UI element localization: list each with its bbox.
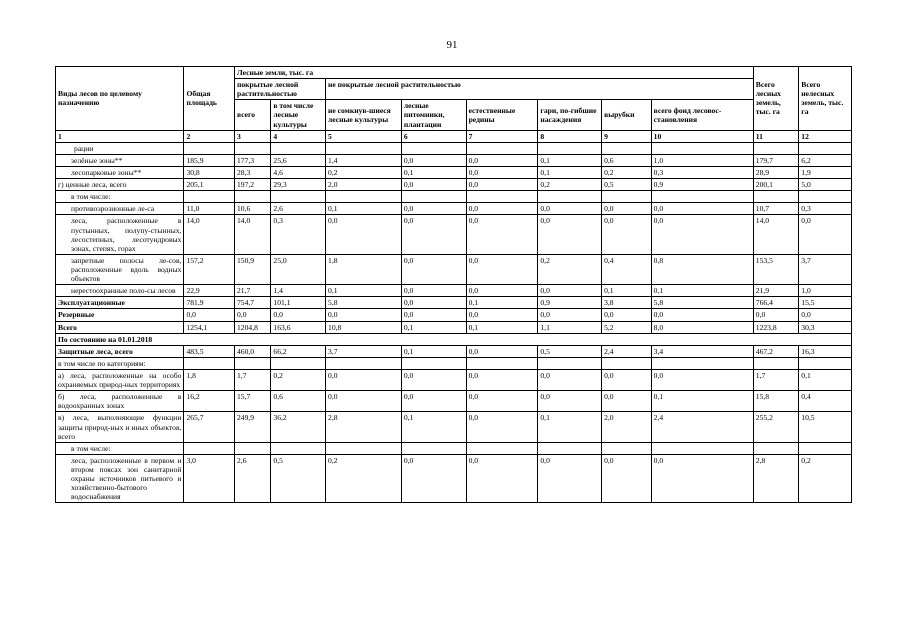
row-label: Всего [56, 321, 184, 333]
table-row [56, 345, 852, 357]
table-cell: 0,5 [538, 345, 602, 357]
table-cell: 1,1 [538, 321, 602, 333]
table-cell: 6,2 [799, 154, 852, 166]
table-cell: 3,0 [184, 454, 235, 503]
table-cell: 0,2 [602, 166, 652, 178]
table-cell: 1,4 [271, 285, 326, 297]
table-cell: 1,8 [326, 254, 402, 284]
table-cell: 0,0 [326, 215, 402, 254]
table-row [56, 142, 852, 154]
table-cell: 0,1 [401, 321, 466, 333]
table-cell: 157,2 [184, 254, 235, 284]
row-label: в) леса, выполняющие функции защиты природ-ных и иных объектов, всего [56, 412, 184, 442]
table-row [56, 297, 852, 309]
table-cell: 0,1 [799, 369, 852, 390]
table-cell: 1,7 [235, 369, 271, 390]
table-cell [602, 357, 652, 369]
table-cell [651, 191, 753, 203]
column-number: 6 [401, 130, 466, 142]
table-cell: 0,1 [651, 285, 753, 297]
table-cell: 0,0 [799, 215, 852, 254]
header-not-covered: не покрытые лесной растительностью [326, 79, 754, 100]
row-label: Защитные леса, всего [56, 345, 184, 357]
table-cell: 0,0 [401, 369, 466, 390]
table-cell [184, 357, 235, 369]
table-cell: 1223,8 [753, 321, 799, 333]
table-cell: 0,9 [651, 179, 753, 191]
table-cell [538, 191, 602, 203]
table-cell: 3,7 [326, 345, 402, 357]
table-cell: 0,8 [651, 254, 753, 284]
table-cell: 14,0 [235, 215, 271, 254]
table-cell: 163,6 [271, 321, 326, 333]
table-cell: 0,0 [466, 345, 538, 357]
table-cell: 2,8 [753, 454, 799, 503]
table-cell: 754,7 [235, 297, 271, 309]
table-cell: 0,0 [401, 285, 466, 297]
table-cell: 5,8 [651, 297, 753, 309]
row-label: зелёные зоны** [56, 154, 184, 166]
table-row [56, 391, 852, 412]
row-label: лесопарковые зоны** [56, 166, 184, 178]
table-cell [401, 142, 466, 154]
table-cell: 0,6 [602, 154, 652, 166]
table-body [56, 130, 852, 503]
table-cell: 0,0 [466, 254, 538, 284]
table-cell [401, 442, 466, 454]
table-cell: 0,0 [538, 391, 602, 412]
table-cell [401, 357, 466, 369]
table-cell: 0,0 [538, 285, 602, 297]
table-cell: 0,0 [401, 454, 466, 503]
table-cell: 21,9 [753, 285, 799, 297]
header-covered-cultures: в том числе лесные культуры [271, 100, 326, 130]
table-cell: 0,0 [184, 309, 235, 321]
table-row [56, 285, 852, 297]
table-cell [466, 442, 538, 454]
table-cell: 0,0 [602, 215, 652, 254]
table-cell: 0,0 [538, 309, 602, 321]
row-label: в том числе: [56, 442, 184, 454]
table-cell: 0,1 [602, 285, 652, 297]
header-total-forest: Всего лесных земель, тыс. га [753, 67, 799, 131]
table-cell: 3,4 [651, 345, 753, 357]
table-row [56, 442, 852, 454]
table-cell [271, 142, 326, 154]
table-row [56, 454, 852, 503]
header-nc-cuttings: вырубки [602, 100, 652, 130]
table-cell [538, 357, 602, 369]
table-cell: 3,8 [602, 297, 652, 309]
header-forest-lands: Лесные земли, тыс. га [235, 67, 754, 79]
column-number: 2 [184, 130, 235, 142]
table-cell: 0,0 [466, 179, 538, 191]
table-cell [235, 357, 271, 369]
table-row [56, 166, 852, 178]
table-cell: 2,4 [602, 345, 652, 357]
table-cell: 0,0 [401, 254, 466, 284]
table-cell: 14,0 [753, 215, 799, 254]
table-cell: 0,0 [466, 309, 538, 321]
table-cell: 0,4 [799, 391, 852, 412]
table-cell: 177,3 [235, 154, 271, 166]
row-label: г) ценные леса, всего [56, 179, 184, 191]
table-cell: 0,0 [602, 391, 652, 412]
table-cell [326, 442, 402, 454]
row-label: в том числе: [56, 191, 184, 203]
row-label: рации [56, 142, 184, 154]
table-row [56, 321, 852, 333]
column-number: 12 [799, 130, 852, 142]
table-cell: 0,0 [602, 454, 652, 503]
table-cell: 0,0 [235, 309, 271, 321]
table-row [56, 215, 852, 254]
table-cell: 0,6 [271, 391, 326, 412]
table-cell: 0,0 [651, 215, 753, 254]
table-cell [466, 142, 538, 154]
table-cell: 15,5 [799, 297, 852, 309]
table-row [56, 179, 852, 191]
table-cell [235, 191, 271, 203]
table-cell: 0,2 [538, 179, 602, 191]
table-row [56, 154, 852, 166]
table-cell: 0,0 [602, 369, 652, 390]
table-cell: 2,0 [602, 412, 652, 442]
table-row [56, 412, 852, 442]
table-cell: 15,8 [753, 391, 799, 412]
table-cell: 0,1 [651, 391, 753, 412]
table-cell: 467,2 [753, 345, 799, 357]
table-cell [184, 142, 235, 154]
table-cell: 4,6 [271, 166, 326, 178]
table-cell: 0,0 [602, 203, 652, 215]
table-cell: 0,0 [401, 309, 466, 321]
column-number: 10 [651, 130, 753, 142]
table-cell: 0,1 [326, 203, 402, 215]
table-cell: 0,0 [401, 154, 466, 166]
table-cell: 0,1 [401, 412, 466, 442]
table-cell: 0,5 [271, 454, 326, 503]
table-cell: 1,4 [326, 154, 402, 166]
header-nc-total: всего фонд лесовос-становления [651, 100, 753, 130]
table-cell: 0,2 [799, 454, 852, 503]
table-cell: 0,0 [538, 454, 602, 503]
table-cell: 766,4 [753, 297, 799, 309]
table-cell: 1,8 [184, 369, 235, 390]
table-cell: 0,0 [799, 309, 852, 321]
column-number: 3 [235, 130, 271, 142]
table-cell: 153,5 [753, 254, 799, 284]
table-cell: 150,9 [235, 254, 271, 284]
table-cell: 0,2 [538, 254, 602, 284]
table-row [56, 191, 852, 203]
row-label: Резервные [56, 309, 184, 321]
table-cell: 0,0 [651, 454, 753, 503]
table-cell [271, 442, 326, 454]
row-label: нерестоохранные поло-сы лесов [56, 285, 184, 297]
table-cell: 16,3 [799, 345, 852, 357]
table-cell [326, 357, 402, 369]
row-label: в том числе по категориям: [56, 357, 184, 369]
table-cell: 29,3 [271, 179, 326, 191]
table-cell: 179,7 [753, 154, 799, 166]
table-cell: 0,9 [538, 297, 602, 309]
table-cell: 1254,1 [184, 321, 235, 333]
table-cell: 15,7 [235, 391, 271, 412]
table-cell: 0,5 [602, 179, 652, 191]
table-cell: 101,1 [271, 297, 326, 309]
table-cell: 0,0 [466, 369, 538, 390]
table-cell: 0,0 [651, 309, 753, 321]
table-cell: 0,0 [401, 215, 466, 254]
table-cell: 0,3 [651, 166, 753, 178]
table-cell: 0,2 [271, 369, 326, 390]
table-cell: 8,0 [651, 321, 753, 333]
table-cell: 1,7 [753, 369, 799, 390]
table-cell: 10,7 [753, 203, 799, 215]
table-cell: 255,2 [753, 412, 799, 442]
table-cell: 22,9 [184, 285, 235, 297]
table-cell [799, 191, 852, 203]
row-label: а) леса, расположенные на особо охраняемых природ-ных территориях [56, 369, 184, 390]
table-cell [799, 142, 852, 154]
column-number: 5 [326, 130, 402, 142]
column-number: 4 [271, 130, 326, 142]
table-cell: 2,8 [326, 412, 402, 442]
table-cell [651, 142, 753, 154]
table-cell: 66,2 [271, 345, 326, 357]
table-cell [538, 142, 602, 154]
table-cell: 11,0 [184, 203, 235, 215]
row-label: леса, расположенные в первом и втором поясах зон санитарной охраны источников питьевого и хозяйственно-бытового водоснабжения [56, 454, 184, 503]
column-number: 7 [466, 130, 538, 142]
table-cell [184, 191, 235, 203]
table-cell: 16,2 [184, 391, 235, 412]
table-cell: 5,2 [602, 321, 652, 333]
table-cell: 1,9 [799, 166, 852, 178]
table-cell: 205,1 [184, 179, 235, 191]
column-number-row [56, 130, 852, 142]
table-cell: 0,0 [326, 309, 402, 321]
table-cell: 185,9 [184, 154, 235, 166]
table-cell: 0,0 [466, 391, 538, 412]
header-covered: покрытые лесной растительностью [235, 79, 326, 100]
table-cell [326, 191, 402, 203]
table-cell: 21,7 [235, 285, 271, 297]
table-row [56, 254, 852, 284]
table-cell: 5,0 [799, 179, 852, 191]
table-cell [651, 357, 753, 369]
forest-area-table [55, 66, 852, 503]
table-cell: 0,3 [271, 215, 326, 254]
header-nc-nurseries: лесные питомники, плантации [401, 100, 466, 130]
table-cell: 0,4 [602, 254, 652, 284]
table-cell: 0,0 [602, 309, 652, 321]
table-cell [326, 142, 402, 154]
table-cell [602, 142, 652, 154]
column-number: 11 [753, 130, 799, 142]
table-cell: 10,5 [799, 412, 852, 442]
table-cell [466, 357, 538, 369]
table-cell [271, 357, 326, 369]
column-number: 8 [538, 130, 602, 142]
table-cell: 0,0 [466, 215, 538, 254]
table-cell: 10,6 [235, 203, 271, 215]
table-cell: 0,1 [401, 345, 466, 357]
row-label: По состоянию на 01.01.2018 [56, 333, 852, 345]
table-cell: 0,0 [326, 369, 402, 390]
table-cell [466, 191, 538, 203]
table-cell [235, 442, 271, 454]
table-cell: 483,5 [184, 345, 235, 357]
row-label: Эксплуатационные [56, 297, 184, 309]
table-cell [538, 442, 602, 454]
table-cell: 0,1 [466, 297, 538, 309]
table-cell: 2,4 [651, 412, 753, 442]
table-cell: 25,6 [271, 154, 326, 166]
table-cell: 30,8 [184, 166, 235, 178]
header-nc-burnt: гари, по-гибшие насаждения [538, 100, 602, 130]
row-label: б) леса, расположенные в водоохранных зонах [56, 391, 184, 412]
table-cell [753, 142, 799, 154]
table-cell: 0,0 [538, 215, 602, 254]
table-cell: 28,9 [753, 166, 799, 178]
header-total-nonforest: Всего нелесных земель, тыс. га [799, 67, 852, 131]
table-cell: 249,9 [235, 412, 271, 442]
table-cell: 0,0 [466, 412, 538, 442]
section-row [56, 333, 852, 345]
table-cell: 36,2 [271, 412, 326, 442]
table-row [56, 203, 852, 215]
header-nc-natural: естественные редины [466, 100, 538, 130]
table-cell: 1204,8 [235, 321, 271, 333]
table-cell: 1,0 [799, 285, 852, 297]
table-cell [602, 191, 652, 203]
table-cell: 0,2 [326, 166, 402, 178]
table-cell: 10,8 [326, 321, 402, 333]
table-cell: 5,8 [326, 297, 402, 309]
table-cell: 0,0 [538, 203, 602, 215]
table-row [56, 357, 852, 369]
table-cell: 0,0 [651, 369, 753, 390]
row-label: леса, расположенные в пустынных, полупу-стынных, лесостепных, лесотундровых зонах, степях, горах [56, 215, 184, 254]
table-cell: 200,1 [753, 179, 799, 191]
table-cell: 0,3 [799, 203, 852, 215]
table-row [56, 369, 852, 390]
page-number: 91 [446, 39, 458, 51]
table-cell: 265,7 [184, 412, 235, 442]
table-cell: 25,0 [271, 254, 326, 284]
table-cell [799, 357, 852, 369]
table-cell: 0,0 [401, 179, 466, 191]
table-cell: 0,0 [466, 203, 538, 215]
table-cell: 3,7 [799, 254, 852, 284]
table-cell: 781,9 [184, 297, 235, 309]
table-cell: 0,1 [538, 412, 602, 442]
column-number: 1 [56, 130, 184, 142]
table-cell: 0,0 [753, 309, 799, 321]
table-cell: 0,1 [401, 166, 466, 178]
header-nc-unclosed: не сомкнув-шиеся лесные культуры [326, 100, 402, 130]
table-cell: 14,0 [184, 215, 235, 254]
table-cell: 0,0 [538, 369, 602, 390]
table-row [56, 309, 852, 321]
table-cell: 2,0 [326, 179, 402, 191]
table-cell [235, 142, 271, 154]
table-cell: 0,0 [466, 166, 538, 178]
table-cell [753, 191, 799, 203]
table-cell: 0,1 [326, 285, 402, 297]
table-cell: 0,0 [401, 297, 466, 309]
column-number: 9 [602, 130, 652, 142]
table-cell: 197,2 [235, 179, 271, 191]
table-cell: 0,1 [538, 166, 602, 178]
table-cell [401, 191, 466, 203]
table-cell: 1,0 [651, 154, 753, 166]
header-total-area: Общая площадь [184, 67, 235, 131]
table-cell: 0,1 [466, 321, 538, 333]
table-cell: 0,2 [326, 454, 402, 503]
table-cell [184, 442, 235, 454]
table-cell [799, 442, 852, 454]
row-label: запретные полосы ле-сов, расположенные вдоль водных объектов [56, 254, 184, 284]
row-label: противоэрозионные ле-са [56, 203, 184, 215]
table-cell [271, 191, 326, 203]
table-cell: 0,0 [271, 309, 326, 321]
table-cell [753, 442, 799, 454]
table-cell: 28,3 [235, 166, 271, 178]
table-cell: 460,0 [235, 345, 271, 357]
table-cell [602, 442, 652, 454]
table-cell: 0,0 [466, 154, 538, 166]
table-cell: 0,0 [466, 454, 538, 503]
table-cell: 2,6 [235, 454, 271, 503]
header-type: Виды лесов по целевому назначению [56, 67, 184, 131]
table-cell [753, 357, 799, 369]
header-covered-all: всего [235, 100, 271, 130]
table-cell [651, 442, 753, 454]
table-cell: 0,0 [466, 285, 538, 297]
table-cell: 0,0 [651, 203, 753, 215]
table-cell: 0,0 [401, 391, 466, 412]
table-cell: 0,0 [326, 391, 402, 412]
table-cell: 2,6 [271, 203, 326, 215]
table-cell: 0,1 [538, 154, 602, 166]
table-cell: 0,0 [401, 203, 466, 215]
table-cell: 30,3 [799, 321, 852, 333]
